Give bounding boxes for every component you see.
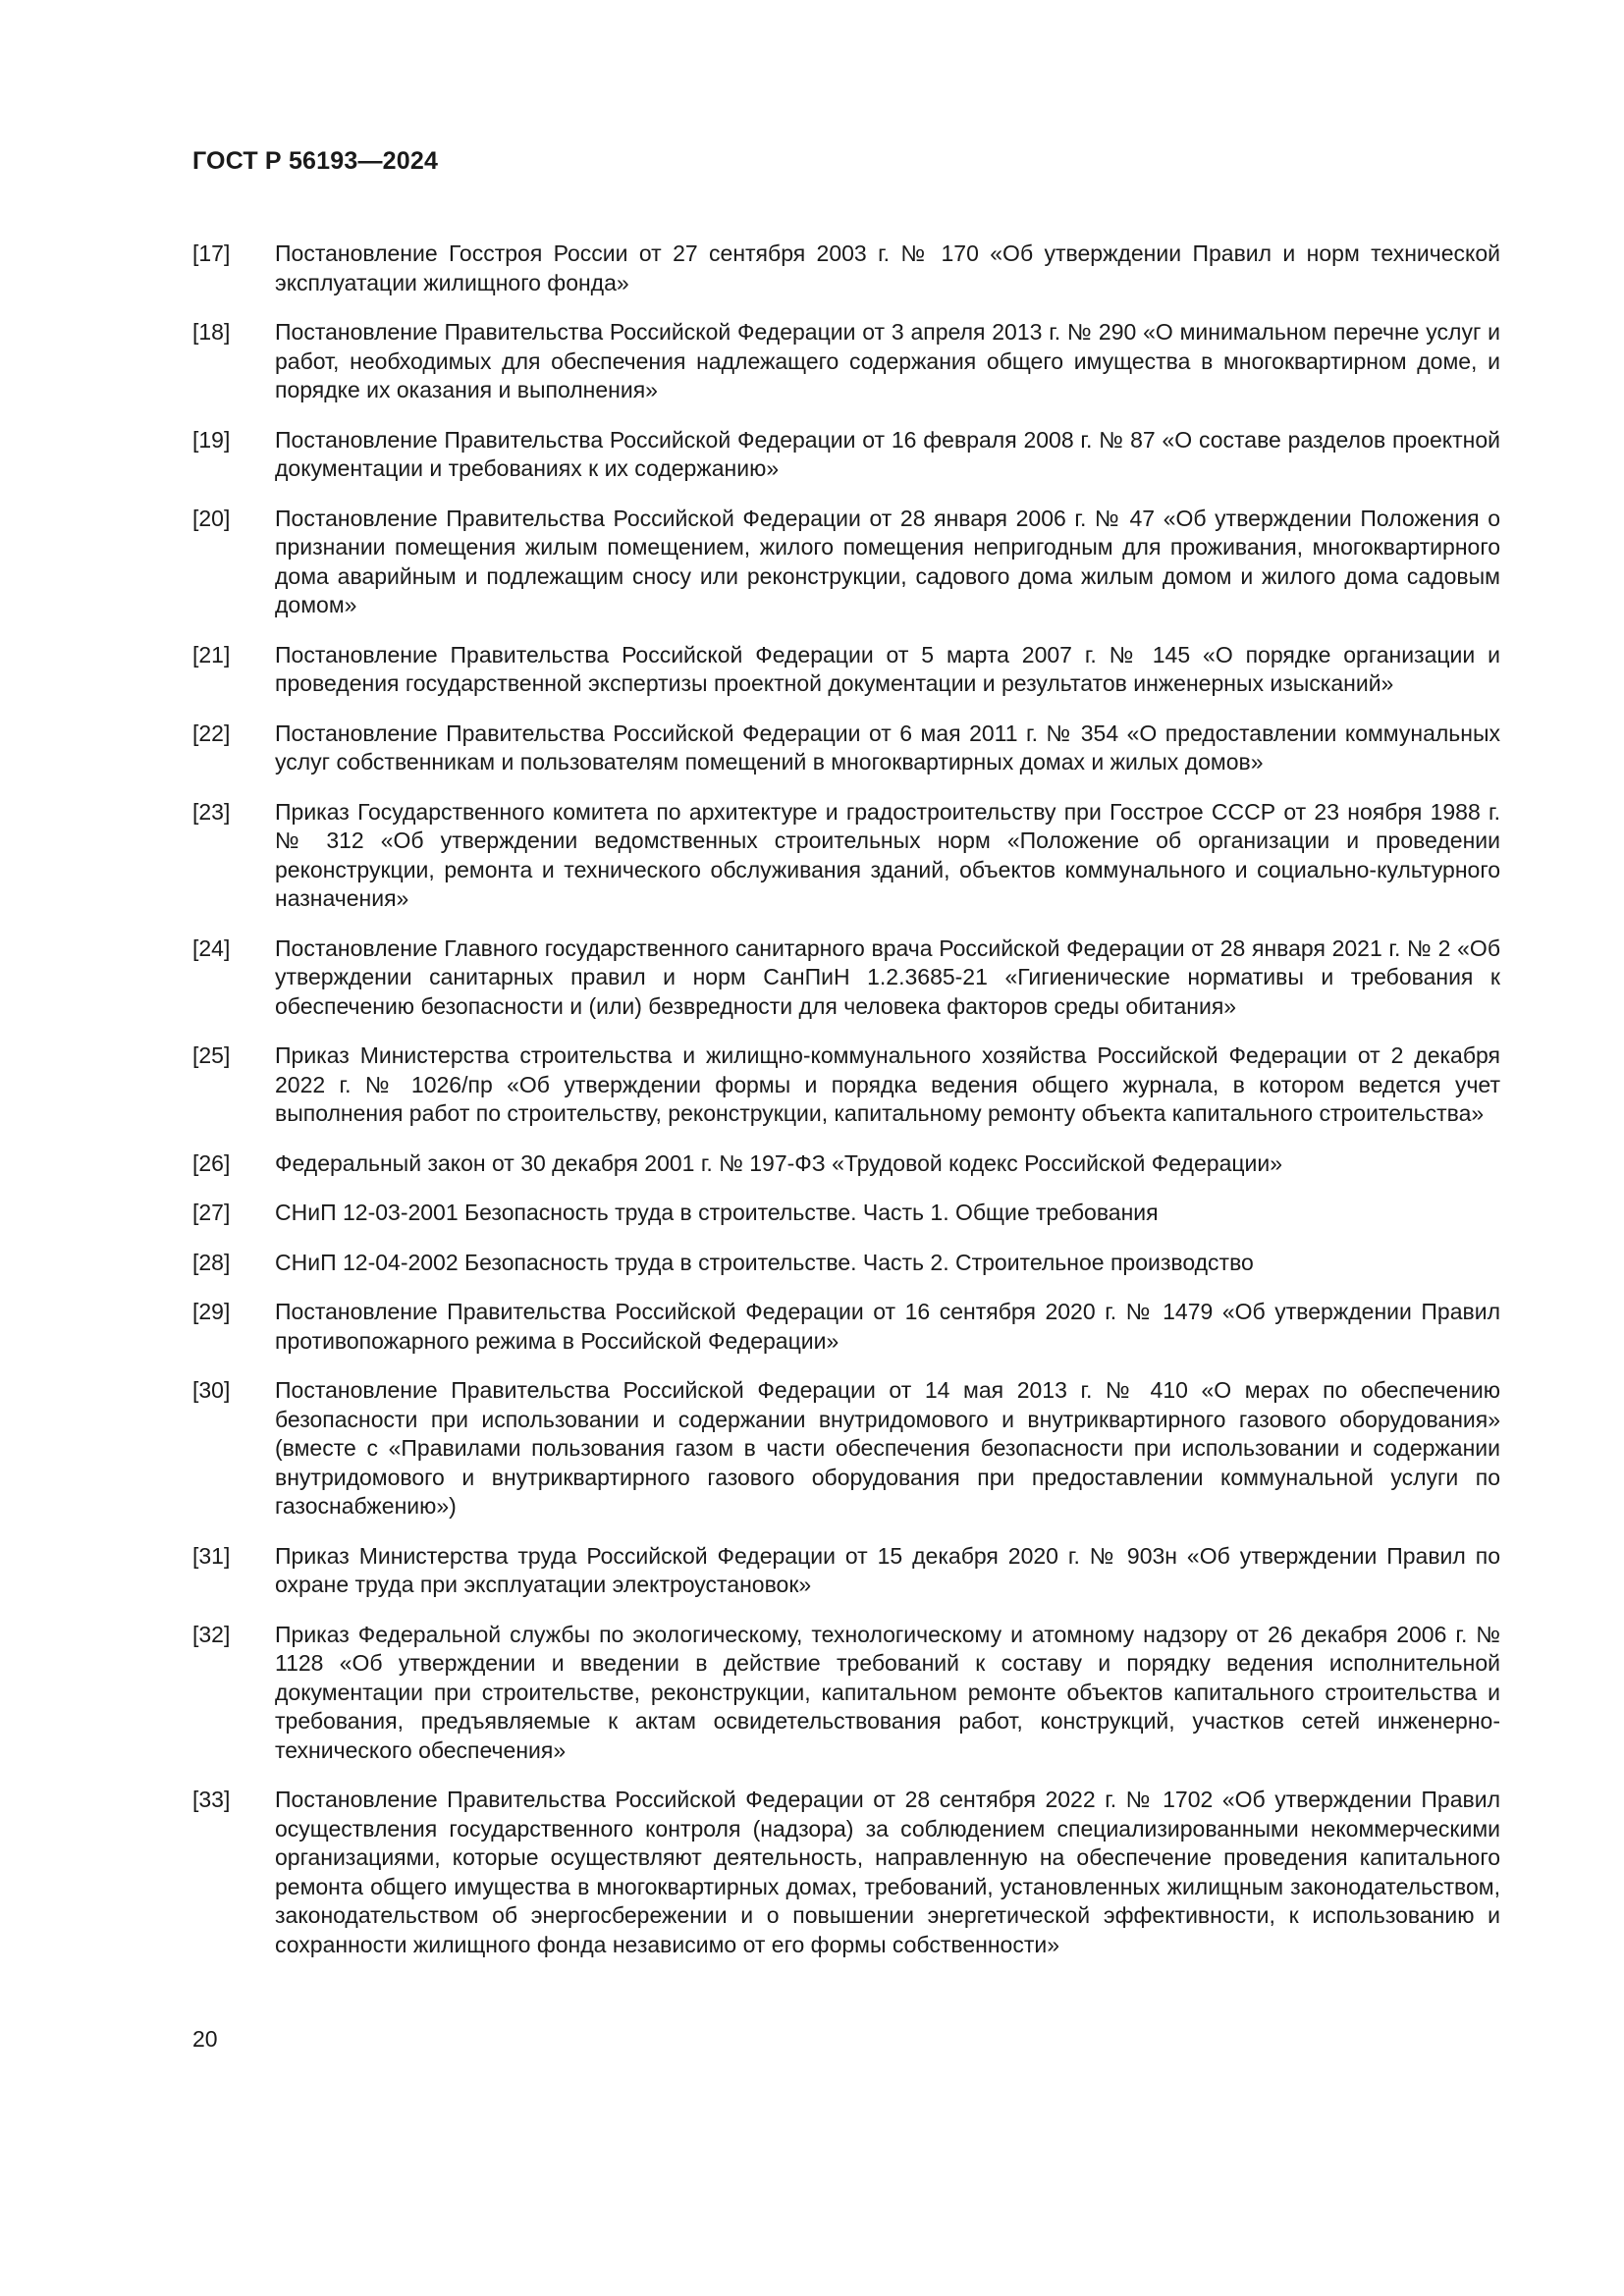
reference-text: Постановление Правительства Российской Федерации от 28 сентября 2022 г. № 1702 «Об утверждении Правил осуществления государственного контроля (надзора) за соблюдением специализированными некоммерческими организациями, которые осуществляют деятельность, направленную на обеспечение проведения капитального ремонта общего имущества в многоквартирных домах, требований, установленных жилищным законодательством, законодательством об энергосбережении и о повышении энергетической эффективности, к использованию и сохранности жилищного фонда независимо от его формы собственности» [275,1787,1500,1957]
reference-text: Постановление Правительства Российской Федерации от 14 мая 2013 г. № 410 «О мерах по обеспечению безопасности при использовании и содержании внутридомового и внутриквартирного газового оборудования» (вместе с «Правилами пользования газом в части обеспечения безопасности при использовании и содержании внутридомового и внутриквартирного газового оборудования при предоставлении коммунальной услуги по газоснабжению») [275,1377,1500,1519]
reference-item [192,1542,1500,1600]
reference-text: Постановление Правительства Российской Федерации от 6 мая 2011 г. № 354 «О предоставлении коммунальных услуг собственникам и пользователям помещений в многоквартирных домах и жилых домов» [275,720,1500,774]
reference-item [192,1249,1500,1278]
reference-text: Постановление Правительства Российской Федерации от 3 апреля 2013 г. № 290 «О минимальном перечне услуг и работ, необходимых для обеспечения надлежащего содержания общего имущества в многоквартирном доме, и порядке их оказания и выполнения» [275,319,1500,402]
reference-item [192,720,1500,777]
reference-number: [30] [192,1377,231,1403]
reference-number: [27] [192,1200,231,1225]
reference-text: Постановление Правительства Российской Федерации от 16 февраля 2008 г. № 87 «О составе разделов проектной документации и требованиях к их содержанию» [275,426,1500,481]
reference-item [192,318,1500,405]
reference-text: СНиП 12-04-2002 Безопасность труда в строительстве. Часть 2. Строительное производство [275,1249,1254,1275]
reference-number: [32] [192,1621,231,1647]
reference-text: Приказ Федеральной службы по экологическому, технологическому и атомному надзору от 26 декабря 2006 г. № 1128 «Об утверждении и введении в действие требований к составу и порядку ведения исполнительной документации при строительстве, реконструкции, капитальном ремонте объектов капитального строительства и требования, предъявляемые к актам освидетельствования работ, конструкций, участков сетей инженерно-технического обеспечения» [275,1621,1500,1763]
reference-item [192,1298,1500,1356]
reference-item [192,1199,1500,1228]
reference-item [192,426,1500,484]
reference-number: [18] [192,319,231,345]
standard-header: ГОСТ Р 56193—2024 [192,147,439,175]
reference-number: [20] [192,505,231,531]
reference-text: Постановление Правительства Российской Федерации от 28 января 2006 г. № 47 «Об утверждении Положения о признании помещения жилым помещением, жилого помещения непригодным для проживания, многоквартирного дома аварийным и подлежащим сносу или реконструкции, садового дома жилым домом и жилого дома садовым домом» [275,505,1500,617]
reference-number: [25] [192,1042,231,1068]
reference-item [192,1041,1500,1129]
reference-text: Приказ Государственного комитета по архитектуре и градостроительству при Госстрое СССР от 23 ноября 1988 г. № 312 «Об утверждении ведомственных строительных норм «Положение об организации и проведении реконструкции, ремонта и технического обслуживания зданий, объектов коммунального и социально-культурного назначения» [275,798,1500,911]
reference-item [192,798,1500,914]
reference-text: СНиП 12-03-2001 Безопасность труда в строительстве. Часть 1. Общие требования [275,1200,1159,1225]
reference-number: [22] [192,720,231,746]
reference-text: Постановление Госстроя России от 27 сентября 2003 г. № 170 «Об утверждении Правил и норм технической эксплуатации жилищного фонда» [275,240,1500,295]
references-list [192,240,1500,1980]
reference-item [192,1149,1500,1179]
reference-number: [31] [192,1542,231,1569]
reference-item [192,505,1500,620]
reference-text: Приказ Министерства труда Российской Федерации от 15 декабря 2020 г. № 903н «Об утверждении Правил по охране труда при эксплуатации электроустановок» [275,1542,1500,1597]
page-number: 20 [192,2026,218,2052]
reference-item [192,1621,1500,1766]
reference-number: [28] [192,1249,231,1275]
reference-text: Постановление Правительства Российской Федерации от 16 сентября 2020 г. № 1479 «Об утверждении Правил противопожарного режима в Российской Федерации» [275,1299,1500,1354]
reference-number: [26] [192,1149,231,1176]
reference-item [192,934,1500,1022]
reference-number: [23] [192,798,231,825]
reference-text: Приказ Министерства строительства и жилищно-коммунального хозяйства Российской Федерации от 2 декабря 2022 г. № 1026/пр «Об утверждении формы и порядка ведения общего журнала, в котором ведется учет выполнения работ по строительству, реконструкции, капитальному ремонту объекта капитального строительства» [275,1042,1500,1126]
reference-item [192,240,1500,297]
reference-text: Постановление Главного государственного санитарного врача Российской Федерации от 28 января 2021 г. № 2 «Об утверждении санитарных правил и норм СанПиН 1.2.3685-21 «Гигиенические нормативы и требования к обеспечению безопасности и (или) безвредности для человека факторов среды обитания» [275,934,1500,1019]
reference-number: [29] [192,1299,231,1324]
reference-text: Постановление Правительства Российской Федерации от 5 марта 2007 г. № 145 «О порядке организации и проведения государственной экспертизы проектной документации и результатов инженерных изысканий» [275,641,1500,696]
reference-number: [19] [192,426,231,453]
reference-number: [24] [192,934,231,961]
reference-text: Федеральный закон от 30 декабря 2001 г. № 197-ФЗ «Трудовой кодекс Российской Федерации» [275,1149,1283,1176]
reference-item [192,1786,1500,1959]
reference-number: [21] [192,641,231,667]
reference-number: [33] [192,1787,231,1812]
reference-number: [17] [192,240,231,266]
reference-item [192,641,1500,699]
reference-item [192,1376,1500,1522]
